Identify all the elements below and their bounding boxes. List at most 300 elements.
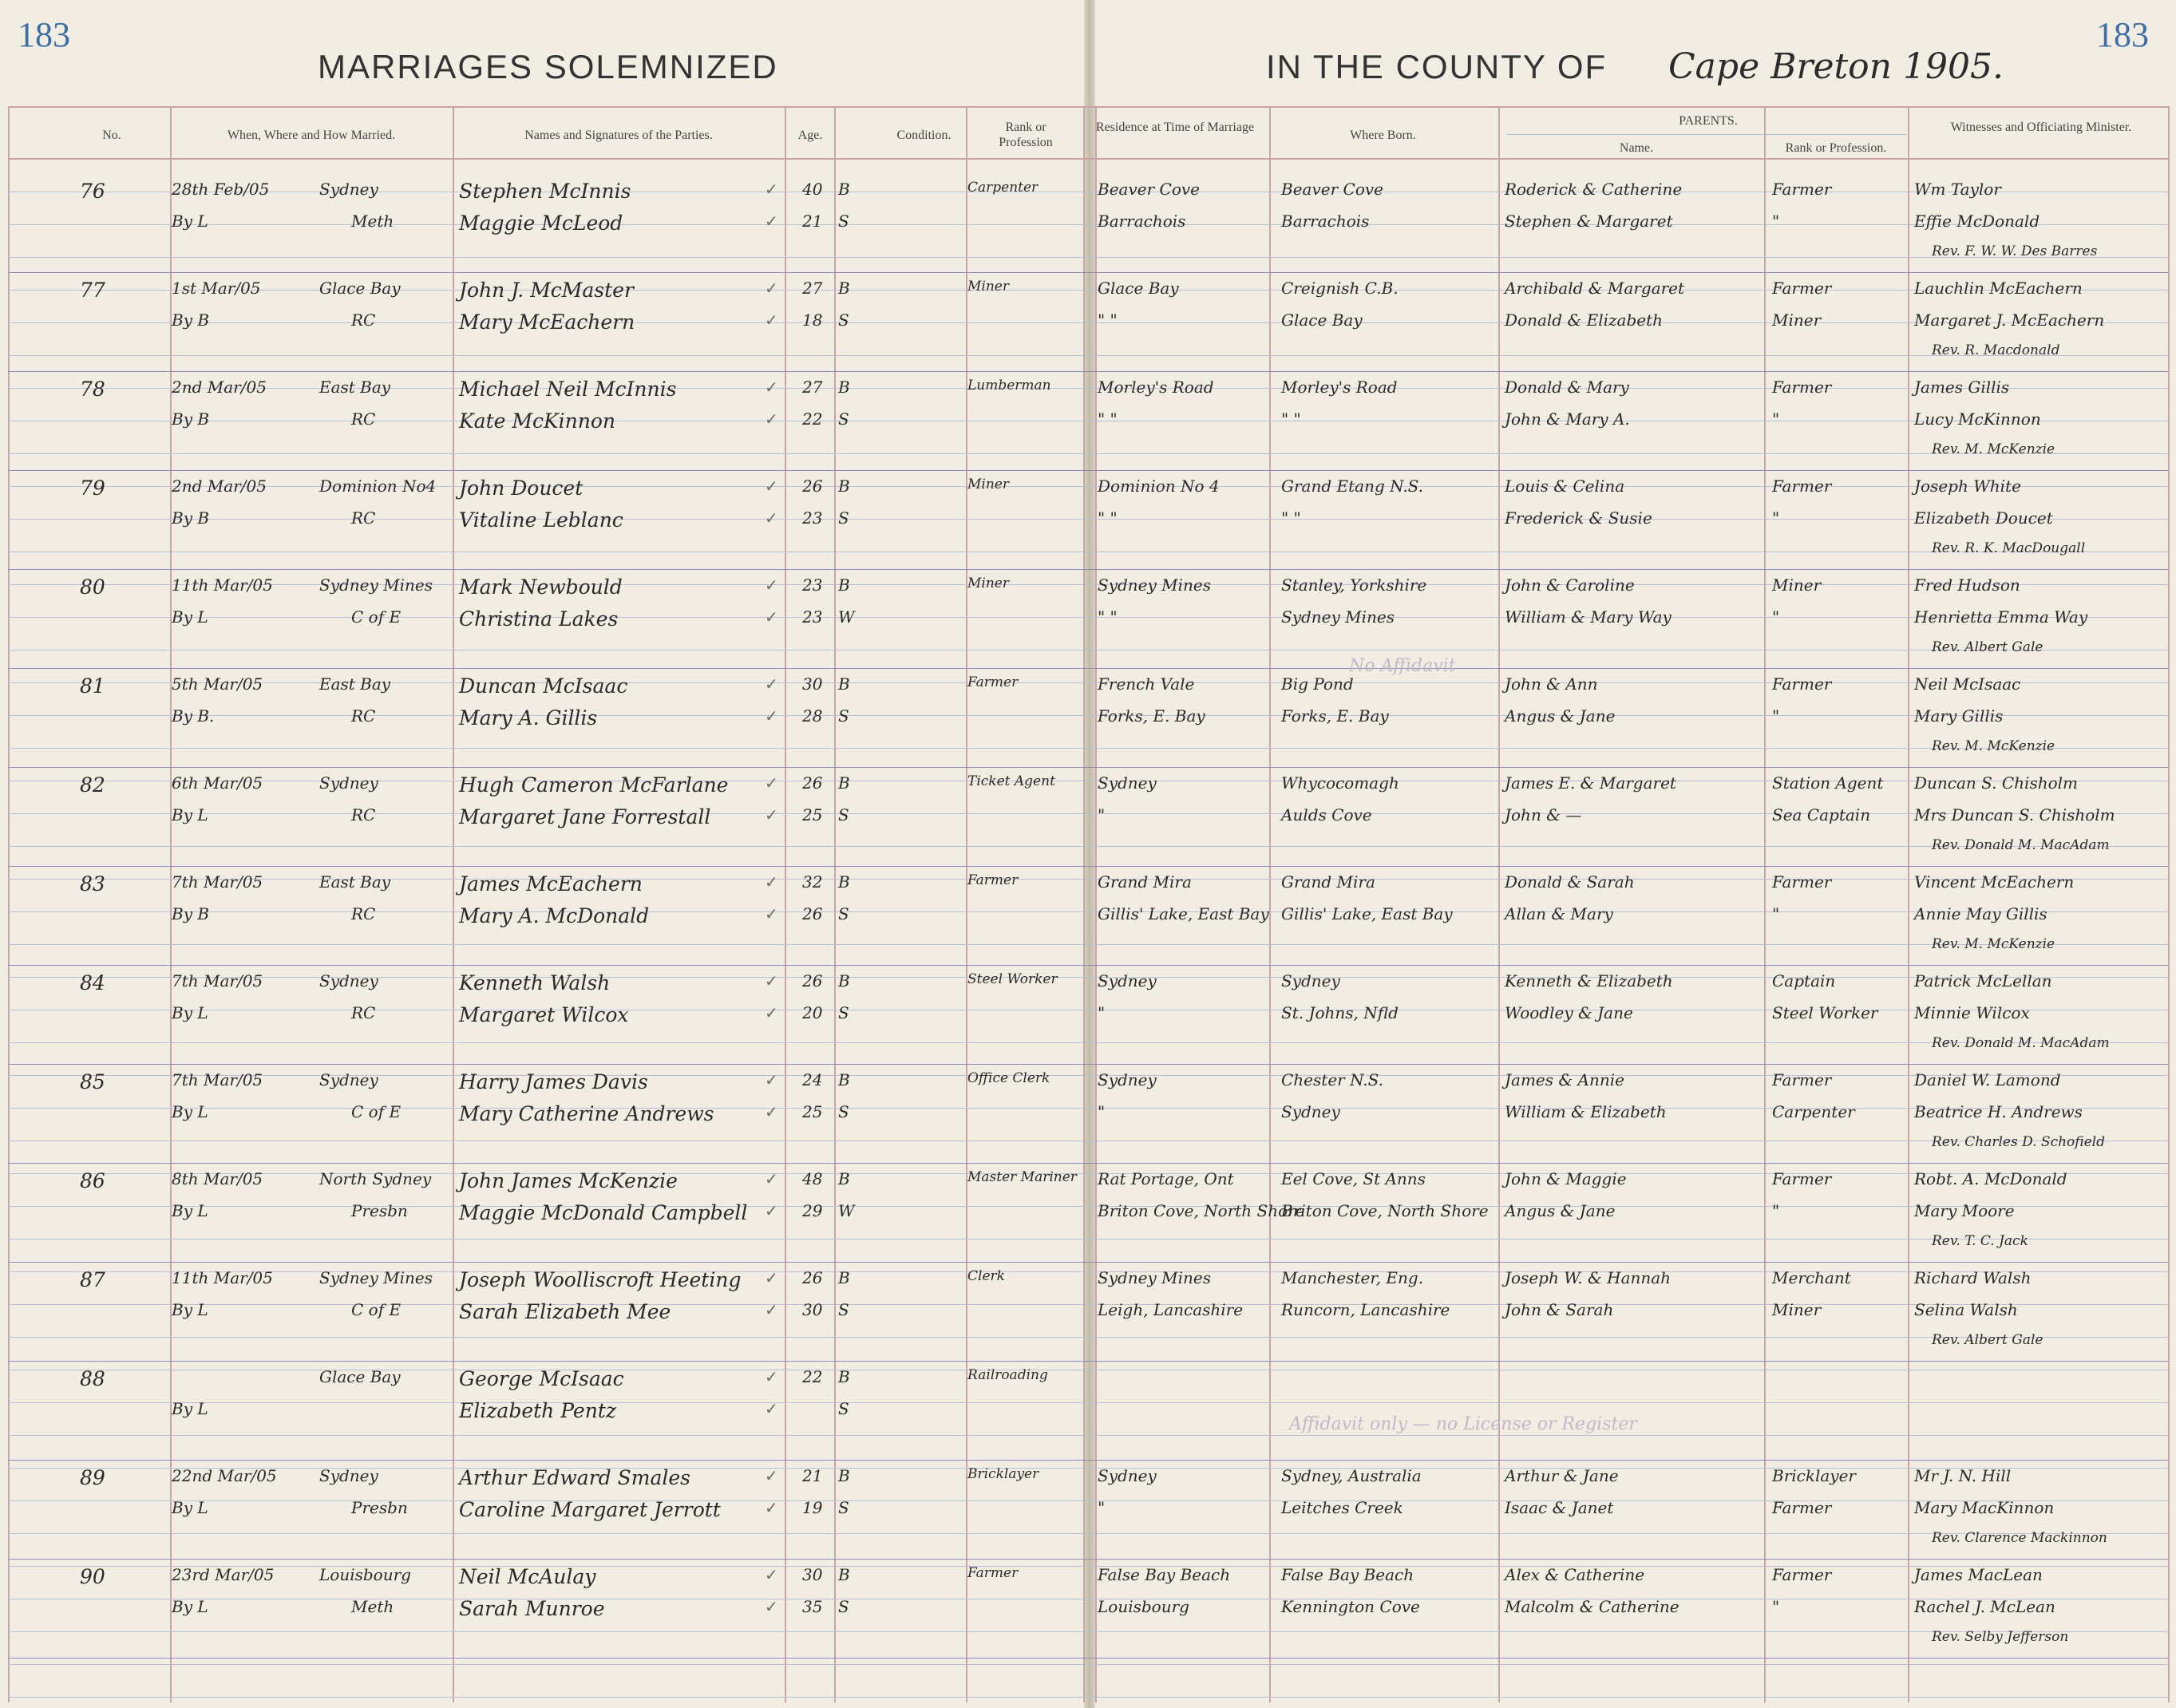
entry-place: Sydney [319,773,378,793]
bride-residence: " [1098,1498,1106,1517]
groom-age: 23 [802,575,823,595]
witness-one: Duncan S. Chisholm [1914,773,2078,793]
entry-separator [8,371,2168,372]
groom-condition: B [838,476,850,496]
entry-number: 80 [80,575,105,599]
entry-number: 87 [80,1268,105,1291]
ruled-line [8,1206,2168,1207]
witness-one: James MacLean [1914,1565,2043,1584]
groom-parents: Louis & Celina [1505,476,1625,496]
page-number-right: 183 [2096,15,2149,54]
bride-condition: S [838,1399,849,1418]
bride-name: Kate McKinnon [459,409,615,433]
groom-residence: Sydney Mines [1098,575,1212,595]
groom-parents: Joseph W. & Hannah [1505,1268,1672,1287]
ruled-line [8,1304,2168,1305]
bride-age: 21 [802,212,823,231]
entry-place: Sydney Mines [319,1268,433,1287]
entry-date: 1st Mar/05 [172,279,261,298]
check-mark-icon: ✓ [765,508,778,528]
bride-parents-rank: Sea Captain [1772,805,1871,824]
groom-birthplace: Beaver Cove [1281,180,1383,199]
officiating-minister: Rev. M. McKenzie [1932,936,2055,952]
column-rule [1498,106,1500,1702]
witness-two: Elizabeth Doucet [1914,508,2053,528]
bride-birthplace: " " [1281,409,1301,429]
bride-birthplace: Gillis' Lake, East Bay [1281,904,1453,923]
bride-age: 18 [802,310,823,330]
officiating-minister: Rev. M. McKenzie [1932,738,2055,754]
groom-parents: Donald & Sarah [1505,872,1635,892]
bride-parents: John & — [1505,805,1582,824]
groom-birthplace: Grand Mira [1281,872,1375,892]
entry-separator [8,767,2168,768]
groom-parents-rank: Station Agent [1772,773,1884,793]
entry-date: 6th Mar/05 [172,773,263,793]
groom-age: 30 [802,1565,823,1584]
groom-residence: Grand Mira [1098,872,1192,892]
check-mark-icon: ✓ [765,476,778,496]
groom-parents: James E. & Margaret [1505,773,1676,793]
entry-denomination: Presbn [351,1201,408,1220]
column-rule [2168,106,2170,1702]
column-rule [834,106,836,1702]
bride-residence: " " [1098,508,1118,528]
entry-denomination: RC [351,805,376,824]
check-mark-icon: ✓ [765,706,778,726]
groom-name: Kenneth Walsh [459,971,611,994]
groom-age: 21 [802,1466,823,1485]
groom-rank: Farmer [967,1565,1019,1581]
column-rule [785,106,786,1702]
entry-date: 8th Mar/05 [172,1169,263,1188]
entry-separator [8,1163,2168,1164]
groom-age: 26 [802,971,823,990]
bride-age: 28 [802,706,823,726]
groom-age: 27 [802,279,823,298]
entry-place: Louisbourg [319,1565,411,1584]
groom-birthplace: Manchester, Eng. [1281,1268,1424,1287]
bride-birthplace: Aulds Cove [1281,805,1372,824]
bride-residence: Barrachois [1098,212,1186,231]
officiating-minister: Rev. R. Macdonald [1932,342,2060,358]
col-born: Where Born. [1350,128,1416,142]
ruled-line [8,1664,2168,1665]
officiating-minister: Rev. Donald M. MacAdam [1932,837,2110,853]
groom-birthplace: Morley's Road [1281,378,1398,397]
groom-residence: Sydney [1098,1070,1157,1089]
bride-parents: Stephen & Margaret [1505,212,1673,231]
witness-one: Richard Walsh [1914,1268,2032,1287]
groom-age: 32 [802,872,823,892]
bride-parents-rank: " [1772,508,1780,528]
groom-residence: Dominion No 4 [1098,476,1220,496]
entry-how: By L [172,805,208,824]
witness-one: Fred Hudson [1914,575,2020,595]
bride-parents-rank: " [1772,706,1780,726]
witness-two: Mary Moore [1914,1201,2015,1220]
witness-one: James Gillis [1914,378,2010,397]
check-mark-icon: ✓ [765,378,778,397]
bride-condition: S [838,212,849,231]
check-mark-icon: ✓ [765,1070,778,1089]
groom-parents-rank: Farmer [1772,180,1832,199]
bride-birthplace: Barrachois [1281,212,1370,231]
check-mark-icon: ✓ [765,575,778,595]
groom-rank: Farmer [967,674,1019,690]
entry-place: East Bay [319,872,391,892]
bride-parents-rank: " [1772,1597,1780,1616]
witness-two: Margaret J. McEachern [1914,310,2105,330]
groom-parents: Donald & Mary [1505,378,1629,397]
officiating-minister: Rev. Selby Jefferson [1932,1629,2069,1645]
entry-denomination: Meth [351,212,394,231]
bride-parents-rank: Miner [1772,1300,1822,1319]
col-age: Age. [797,128,823,142]
entry-number: 83 [80,872,105,896]
groom-residence: False Bay Beach [1098,1565,1231,1584]
entry-how: By L [172,212,208,231]
witness-two: Selina Walsh [1914,1300,2018,1319]
entry-place: Sydney [319,1070,378,1089]
witness-two: Annie May Gillis [1914,904,2047,923]
groom-rank: Master Mariner [967,1169,1077,1185]
bride-parents-rank: " [1772,212,1780,231]
entry-number: 77 [80,279,105,302]
check-mark-icon: ✓ [765,904,778,923]
witness-one: Vincent McEachern [1914,872,2075,892]
groom-parents-rank: Farmer [1772,872,1832,892]
entry-denomination: Presbn [351,1498,408,1517]
bride-parents: Isaac & Janet [1505,1498,1614,1517]
bride-parents: William & Mary Way [1505,607,1672,627]
bride-residence: " [1098,1102,1106,1121]
entry-separator [8,1559,2168,1560]
entry-number: 82 [80,773,105,797]
entry-number: 88 [80,1367,105,1390]
witness-two: Henrietta Emma Way [1914,607,2088,627]
witness-two: Mary Gillis [1914,706,2004,726]
ruled-line [8,1337,2168,1338]
bride-residence: " [1098,1003,1106,1022]
page-number-left: 183 [18,15,70,54]
witness-one: Wm Taylor [1914,180,2001,199]
ruled-line [8,519,2168,520]
groom-condition: B [838,1169,850,1188]
groom-birthplace: Big Pond [1281,674,1354,694]
groom-name: Michael Neil McInnis [459,378,677,401]
col-when: When, Where and How Married. [227,128,396,142]
col-residence: Residence at Time of Marriage [1095,121,1255,134]
bride-parents: Malcolm & Catherine [1505,1597,1679,1616]
entry-date: 5th Mar/05 [172,674,263,694]
bride-parents: Woodley & Jane [1505,1003,1633,1022]
entry-separator [8,965,2168,966]
check-mark-icon: ✓ [765,872,778,892]
officiating-minister: Rev. T. C. Jack [1932,1233,2028,1249]
groom-age: 30 [802,674,823,694]
groom-rank: Miner [967,575,1009,591]
bride-birthplace: Forks, E. Bay [1281,706,1389,726]
ruled-line [8,1435,2168,1436]
groom-condition: B [838,575,850,595]
ruled-line [8,257,2168,258]
bride-parents: Frederick & Susie [1505,508,1652,528]
entry-date: 23rd Mar/05 [172,1565,275,1584]
groom-residence: Sydney [1098,971,1157,990]
groom-rank: Lumberman [967,378,1051,393]
entry-separator [8,272,2168,273]
bride-parents-rank: Carpenter [1772,1102,1855,1121]
groom-name: Joseph Woolliscroft Heeting [459,1268,742,1291]
witness-two: Lucy McKinnon [1914,409,2041,429]
entry-number: 90 [80,1565,105,1588]
entry-separator [8,470,2168,471]
bride-name: Vitaline Leblanc [459,508,623,532]
groom-condition: B [838,1070,850,1089]
check-mark-icon: ✓ [765,1597,778,1616]
bride-birthplace: Glace Bay [1281,310,1363,330]
bride-residence: Louisbourg [1098,1597,1189,1616]
col-parents-rank: Rank or Profession. [1785,141,1887,155]
bride-age: 35 [802,1597,823,1616]
groom-condition: B [838,1268,850,1287]
check-mark-icon: ✓ [765,607,778,627]
groom-birthplace: Creignish C.B. [1281,279,1399,298]
groom-parents-rank: Bricklayer [1772,1466,1856,1485]
witness-two: Mrs Duncan S. Chisholm [1914,805,2115,824]
bride-age: 29 [802,1201,823,1220]
check-mark-icon: ✓ [765,1003,778,1022]
entry-denomination: Meth [351,1597,394,1616]
groom-condition: B [838,872,850,892]
ruled-line [8,617,2168,618]
bride-parents-rank: " [1772,904,1780,923]
witness-one: Patrick McLellan [1914,971,2052,990]
groom-residence: Beaver Cove [1098,180,1200,199]
bride-name: Mary A. McDonald [459,904,650,927]
groom-birthplace: Sydney [1281,971,1340,990]
bride-parents: William & Elizabeth [1505,1102,1667,1121]
groom-age: 26 [802,476,823,496]
entry-denomination: RC [351,1003,376,1022]
groom-residence: French Vale [1098,674,1195,694]
column-rule [966,106,967,1702]
groom-birthplace: Whycocomagh [1281,773,1399,793]
bride-name: Maggie McDonald Campbell [459,1201,748,1224]
bride-condition: S [838,508,849,528]
check-mark-icon: ✓ [765,1565,778,1584]
ruled-line [8,355,2168,356]
groom-residence: Rat Portage, Ont [1098,1169,1234,1188]
entry-how: By B [172,409,210,429]
header-bottom-rule [8,158,2168,160]
entry-place: East Bay [319,674,391,694]
check-mark-icon: ✓ [765,674,778,694]
witness-two: Minnie Wilcox [1914,1003,2030,1022]
bride-parents-rank: Miner [1772,310,1822,330]
entry-place: Sydney [319,180,378,199]
bride-birthplace: Kennington Cove [1281,1597,1420,1616]
bride-residence: " " [1098,310,1118,330]
ruled-line [8,1697,2168,1698]
book-spine [1084,0,1095,1708]
groom-rank: Miner [967,279,1009,295]
groom-name: Arthur Edward Smales [459,1466,690,1489]
check-mark-icon: ✓ [765,1367,778,1386]
groom-parents: Roderick & Catherine [1505,180,1683,199]
bride-condition: S [838,1597,849,1616]
groom-age: 40 [802,180,823,199]
col-names: Names and Signatures of the Parties. [524,128,713,142]
check-mark-icon: ✓ [765,1169,778,1188]
entry-separator [8,569,2168,570]
groom-residence: Sydney [1098,1466,1157,1485]
ruled-line [8,453,2168,454]
bride-age: 25 [802,1102,823,1121]
bride-name: Maggie McLeod [459,212,623,235]
groom-parents: Arthur & Jane [1505,1466,1619,1485]
check-mark-icon: ✓ [765,180,778,199]
groom-birthplace: Eel Cove, St Anns [1281,1169,1426,1188]
bride-birthplace: St. Johns, Nfld [1281,1003,1399,1022]
groom-parents: James & Annie [1505,1070,1624,1089]
groom-birthplace: Chester N.S. [1281,1070,1383,1089]
bride-name: Mary Catherine Andrews [459,1102,714,1125]
groom-rank: Farmer [967,872,1019,888]
entry-how: By B [172,310,210,330]
col-parents: PARENTS. [1679,114,1738,128]
entry-how: By B [172,904,210,923]
page-title-left: MARRIAGES SOLEMNIZED [318,48,778,85]
entry-number: 84 [80,971,105,994]
groom-parents-rank: Farmer [1772,1070,1832,1089]
entry-denomination: C of E [351,1300,402,1319]
groom-age: 24 [802,1070,823,1089]
entry-how: By L [172,1201,208,1220]
ruled-line [8,748,2168,749]
check-mark-icon: ✓ [765,1268,778,1287]
groom-condition: B [838,180,850,199]
groom-rank: Office Clerk [967,1070,1050,1086]
groom-condition: B [838,971,850,990]
col-parents-name: Name. [1619,141,1654,155]
witness-one: Neil McIsaac [1914,674,2021,694]
bride-parents-rank: " [1772,607,1780,627]
entry-how: By B. [172,706,215,726]
bride-condition: S [838,904,849,923]
entry-how: By L [172,1300,208,1319]
groom-condition: B [838,674,850,694]
bride-condition: S [838,409,849,429]
groom-name: John Doucet [459,476,584,500]
column-rule [1095,106,1097,1702]
bride-condition: S [838,1498,849,1517]
entry-date: 11th Mar/05 [172,575,273,595]
entry-denomination: C of E [351,1102,402,1121]
ruled-line [8,944,2168,945]
parents-subrule [1507,134,1906,135]
officiating-minister: Rev. Charles D. Schofield [1932,1134,2105,1150]
bride-parents-rank: Farmer [1772,1498,1832,1517]
officiating-minister: Rev. R. K. MacDougall [1932,540,2086,556]
groom-condition: B [838,773,850,793]
groom-parents-rank: Farmer [1772,476,1832,496]
groom-birthplace: False Bay Beach [1281,1565,1414,1584]
groom-rank: Railroading [967,1367,1048,1383]
groom-residence: Glace Bay [1098,279,1179,298]
groom-condition: B [838,1565,850,1584]
officiating-minister: Rev. M. McKenzie [1932,441,2055,457]
bride-age: 22 [802,409,823,429]
bride-age: 25 [802,805,823,824]
entry-place: East Bay [319,378,391,397]
col-no: No. [102,128,121,142]
groom-parents-rank: Farmer [1772,674,1832,694]
bride-parents: Donald & Elizabeth [1505,310,1664,330]
entry-number: 79 [80,476,105,500]
groom-parents: John & Ann [1505,674,1598,694]
bride-condition: W [838,1201,855,1220]
entry-number: 81 [80,674,105,698]
officiating-minister: Rev. F. W. W. Des Barres [1932,243,2098,259]
column-rule [1269,106,1271,1702]
groom-name: Duncan McIsaac [459,674,628,698]
entry-date: 7th Mar/05 [172,1070,263,1089]
groom-name: Mark Newbould [459,575,623,599]
entry-denomination: RC [351,508,376,528]
ruled-line [8,1500,2168,1501]
bride-condition: S [838,310,849,330]
annotation-affidavit-only: Affidavit only — no License or Register [1289,1414,1637,1434]
groom-birthplace: Stanley, Yorkshire [1281,575,1427,595]
entry-denomination: RC [351,310,376,330]
check-mark-icon: ✓ [765,1102,778,1121]
groom-rank: Miner [967,476,1009,492]
entry-how: By L [172,1498,208,1517]
entry-number: 85 [80,1070,105,1093]
officiating-minister: Rev. Donald M. MacAdam [1932,1035,2110,1051]
bride-birthplace: " " [1281,508,1301,528]
groom-rank: Bricklayer [967,1466,1039,1482]
bride-condition: S [838,1300,849,1319]
groom-parents-rank: Farmer [1772,279,1832,298]
page-title-right: IN THE COUNTY OF [1266,48,1608,85]
groom-condition: B [838,1367,850,1386]
witness-two: Beatrice H. Andrews [1914,1102,2083,1121]
ruled-line [8,322,2168,323]
officiating-minister: Rev. Albert Gale [1932,639,2043,655]
groom-age: 27 [802,378,823,397]
entry-place: Sydney Mines [319,575,433,595]
bride-residence: Forks, E. Bay [1098,706,1205,726]
bride-name: Christina Lakes [459,607,619,631]
bride-age: 30 [802,1300,823,1319]
groom-parents: Alex & Catherine [1505,1565,1645,1584]
bride-age: 26 [802,904,823,923]
ruled-line [8,1631,2168,1632]
groom-parents-rank: Captain [1772,971,1836,990]
bride-birthplace: Sydney Mines [1281,607,1395,627]
entry-separator [8,866,2168,867]
bride-residence: " " [1098,607,1118,627]
bride-residence: Gillis' Lake, East Bay [1098,904,1269,923]
groom-parents: Archibald & Margaret [1505,279,1685,298]
groom-age: 26 [802,1268,823,1287]
entry-how: By L [172,1597,208,1616]
groom-name: Hugh Cameron McFarlane [459,773,729,797]
entry-denomination: C of E [351,607,402,627]
